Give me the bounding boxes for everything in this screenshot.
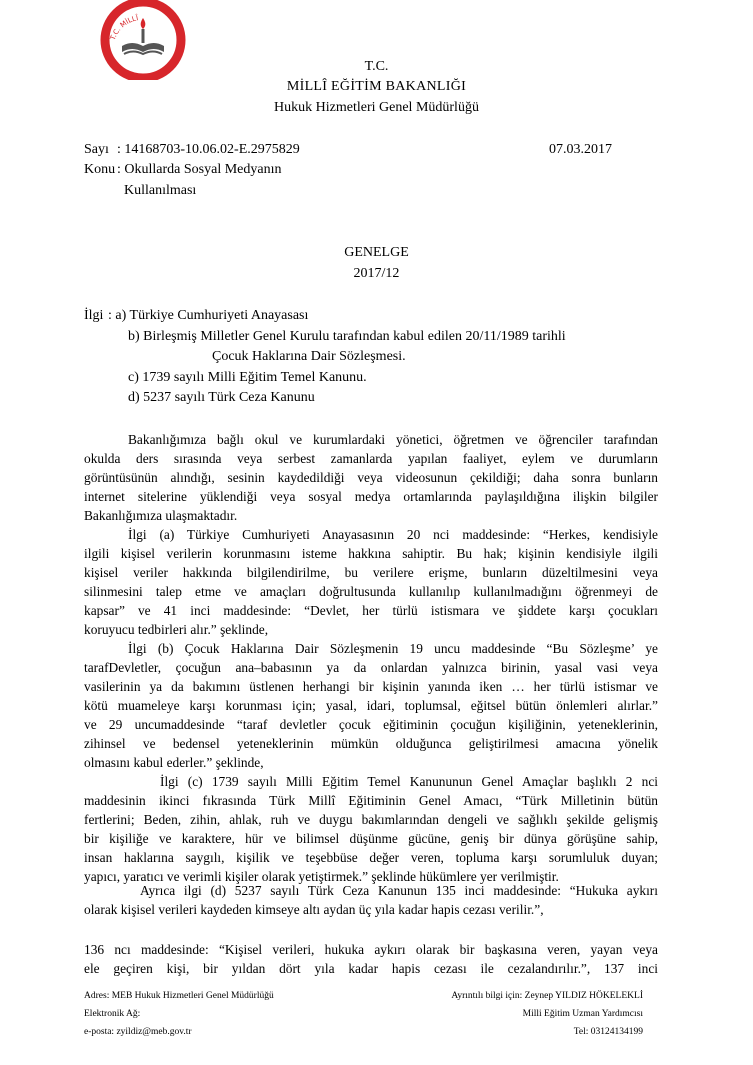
document-number: 2017/12: [353, 266, 400, 281]
body-paragraph-2: İlgi (a) Türkiye Cumhuriyeti Anayasasının 20 nci maddesinde: “Herkes, kendisiyle ilgili kişisel verilerin korunmasını isteme hakkına sahiptir. Bu hak; kişinin kendisiyle ilgili kişisel veriler hakkında bilgilendirilme, bu verilere erişme, bunların düzeltilmesini veya silinmesini talep etme ve amaçları doğrultusunda kullanılıp kullanılmadığını öğrenmeyi de kapsar” ve 41 inci maddesinde: “Devlet, her türlü istismara ve şiddete karşı çocukları koruyucu tedbirleri alır.” şeklinde,: [84, 527, 658, 637]
ilgi-label: İlgi: [84, 308, 104, 323]
konu-value-line1: : Okullarda Sosyal Medyanın: [117, 162, 282, 177]
body-paragraph-1: Bakanlığımıza bağlı okul ve kurumlardaki yönetici, öğretmen ve öğrenciler tarafından okulda ders sırasında veya serbest zamanlarda yapılan faaliyet, eylem ve durumların görüntüsünün alındığı, sesinin kaydedildiği veya videosunun çekildiği; daha sonra bunların internet sitelerine yüklendiği veya sosyal medya ortamlarında paylaşıldığına ilişkin bilgiler Bakanlığımıza ulaşmaktadır.: [84, 432, 658, 523]
body-paragraph-5: Ayrıca ilgi (d) 5237 sayılı Türk Ceza Kanunun 135 inci maddesinde: “Hukuka aykırı olarak kişisel verileri kaydeden kimseye altı aydan üç yıla kadar hapis cezası verilir.”,: [84, 883, 658, 917]
footer-email: e-posta: zyildiz@meb.gov.tr: [84, 1027, 192, 1037]
ilgi-d: d) 5237 sayılı Türk Ceza Kanunu: [128, 390, 315, 405]
body-paragraph-6: 136 ncı maddesinde: “Kişisel verileri, hukuka aykırı olarak bir başkasına veren, yayan veya ele geçiren kişi, bir yıldan dört yıla kadar hapis cezası ile cezalandırılır.”, 137 inci: [84, 942, 658, 976]
header-tc: T.C.: [364, 59, 389, 74]
footer-phone: Tel: 03124134199: [573, 1027, 643, 1037]
header-ministry: MİLLÎ EĞİTİM BAKANLIĞI: [286, 79, 467, 94]
header-department: Hukuk Hizmetleri Genel Müdürlüğü: [274, 100, 479, 115]
konu-label: Konu: [84, 162, 116, 177]
footer-contact: Ayrıntılı bilgi için: Zeynep YILDIZ HÖKELEKLİ: [451, 991, 643, 1001]
body-paragraph-4: İlgi (c) 1739 sayılı Milli Eğitim Temel Kanununun Genel Amaçlar başlıklı 2 nci maddesinin ikinci fıkrasında Türk Millî Eğitiminin Genel Amacı, “Türk Milletinin bütün fertlerini; Beden, zihin, ahlak, ruh ve duygu bakımlarından dengeli ve sağlıklı şekilde gelişmiş bir kişiliğe ve karaktere, hür ve bilimsel düşünme gücüne, geniş bir dünya görüşüne sahip, insan haklarına saygılı, kişilik ve teşebbüse değer veren, topluma karşı sorumluluk duyan; yapıcı, yaratıcı ve verimli kişiler olarak yetiştirmek.” şeklinde hükümlere yer verilmiştir.: [84, 774, 658, 884]
footer-web: Elektronik Ağ:: [84, 1009, 141, 1019]
ilgi-a: : a) Türkiye Cumhuriyeti Anayasası: [108, 308, 309, 323]
body-paragraph-3: İlgi (b) Çocuk Haklarına Dair Sözleşmenin 19 uncu maddesinde “Bu Sözleşme’ ye tarafDevletler, çocuğun ana–babasının ya da onlardan yalnızca birinin, yasal vasi veya vasilerinin ya da bakımını üstlenen herhangi bir kişinin yanında iken … her türlü istismar ve kötü muameleye karşı korunması için; yasal, idari, toplumsal, eğitsel bütün önlemleri alırlar.” ve 29 uncumaddesinde “taraf devletler çocuk eğitiminin çocuğun kişiliğinin, yeteneklerinin, zihinsel ve bedensel yeteneklerinin mümkün olduğunca geliştirilmesi amacına yönelik olmasını kabul ederler.” şeklinde,: [84, 641, 658, 770]
footer-role: Milli Eğitim Uzman Yardımcısı: [522, 1009, 643, 1019]
sayi-value: : 14168703-10.06.02-E.2975829: [117, 142, 300, 157]
konu-value-line2: Kullanılması: [124, 183, 197, 198]
ilgi-b-line1: b) Birleşmiş Milletler Genel Kurulu tarafından kabul edilen 20/11/1989 tarihli: [128, 329, 566, 344]
sayi-label: Sayı: [84, 142, 109, 157]
svg-text:T.C. MİLLÎ: T.C. MİLLÎ: [108, 14, 139, 42]
ilgi-c: c) 1739 sayılı Milli Eğitim Temel Kanunu.: [128, 370, 367, 385]
ilgi-b-line2: Çocuk Haklarına Dair Sözleşmesi.: [212, 349, 406, 364]
document-type: GENELGE: [344, 245, 409, 260]
document-date: 07.03.2017: [549, 142, 612, 157]
footer-address: Adres: MEB Hukuk Hizmetleri Genel Müdürlüğü: [84, 991, 274, 1001]
